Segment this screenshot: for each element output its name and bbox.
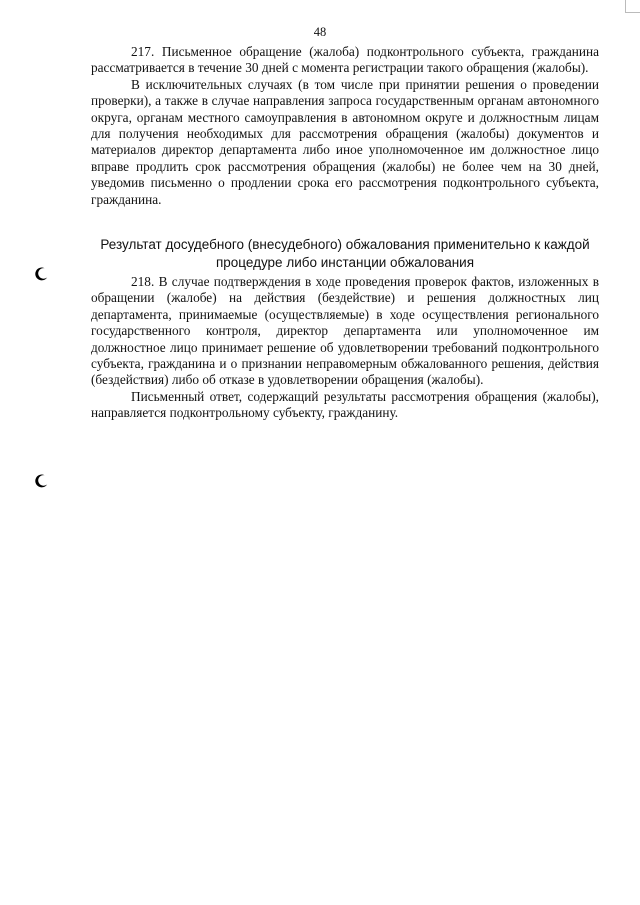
paragraph-218-main: 218. В случае подтверждения в ходе проведения проверок фактов, изложенных в обращении (жалобе) на действия (бездействие) и решения должностных лиц департамента, принимаемые (осуществляемые) в ходе осуществления регионального государственного контроля, директор департамента или уполномоченное им должностное лицо принимает решение об удовлетворении требований подконтрольного субъекта, гражданина и о признании неправомерным обжалованного решения, действия (бездействия) либо об отказе в удовлетворении обращения (жалобы).	[91, 274, 599, 388]
page-number: 48	[313, 25, 327, 39]
section-218	[91, 274, 599, 422]
binder-hole-mark-icon	[33, 473, 49, 489]
scan-corner-mark	[625, 0, 640, 13]
paragraph-217-main: 217. Письменное обращение (жалоба) подконтрольного субъекта, гражданина рассматривается в течение 30 дней с момента регистрации такого обращения (жалобы).	[91, 44, 599, 76]
section-heading	[91, 236, 599, 271]
section-heading-line-2: процедуре либо инстанции обжалования	[215, 254, 475, 270]
section-217	[91, 44, 599, 208]
binder-hole-mark-icon	[33, 266, 49, 282]
section-heading-line-1: Результат досудебного (внесудебного) обжалования применительно к каждой	[100, 237, 590, 252]
paragraph-217-extension: В исключительных случаях (в том числе при принятии решения о проведении проверки), а также в случае направления запроса государственным органам автономного округа, органам местного самоуправления в автономном округе и должностным лицам для получения необходимых для рассмотрения обращения (жалобы) документов и материалов директор департамента либо иное уполномоченное им должностное лицо вправе продлить срок рассмотрения обращения (жалобы) не более чем на 30 дней, уведомив письменно о продлении срока его рассмотрения подконтрольного субъекта, гражданина.	[91, 76, 599, 207]
paragraph-218-response: Письменный ответ, содержащий результаты рассмотрения обращения (жалобы), направляется подконтрольному субъекту, гражданину.	[91, 388, 599, 421]
